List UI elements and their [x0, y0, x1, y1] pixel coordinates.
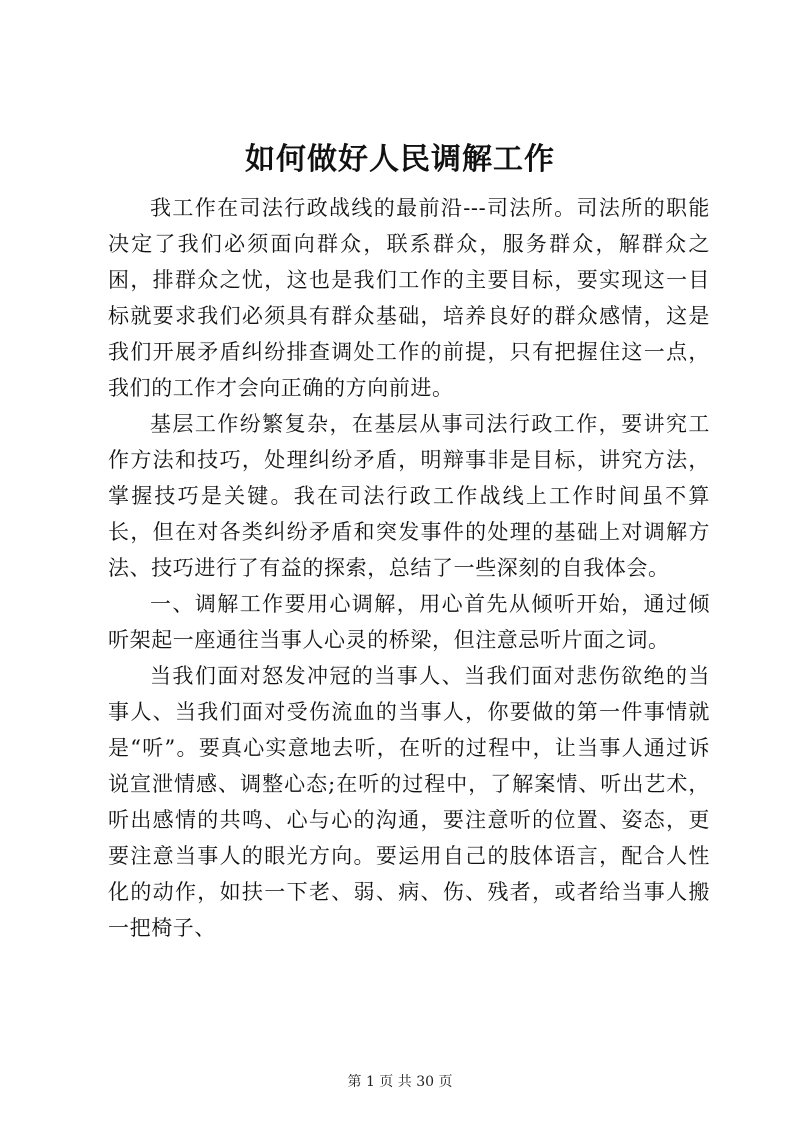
document-title: 如何做好人民调解工作: [245, 142, 555, 177]
paragraph-4: 当我们面对怒发冲冠的当事人、当我们面对悲伤欲绝的当事人、当我们面对受伤流血的当事人，你要做的第一件事情就是“听”。要真心实意地去听，在听的过程中，让当事人通过诉说宣泄情感、调整心态;在听的过程中，了解案情、听出艺术，听出感情的共鸣、心与心的沟通，要注意听的位置、姿态，更要注意当事人的眼光方向。要运用自己的肢体语言，配合人性化的动作，如扶一下老、弱、病、伤、残者，或者给当事人搬一把椅子、: [108, 664, 710, 940]
paragraph-3: 一、调解工作要用心调解，用心首先从倾听开始，通过倾听架起一座通往当事人心灵的桥梁，但注意忌听片面之词。: [108, 592, 710, 652]
document-body: [108, 190, 710, 946]
page-number-footer: 第 1 页 共 30 页: [347, 1074, 453, 1090]
paragraph-1: 我工作在司法行政战线的最前沿---司法所。司法所的职能决定了我们必须面向群众，联系群众，服务群众，解群众之困，排群众之忧，这也是我们工作的主要目标，要实现这一目标就要求我们必须具有群众基础，培养良好的群众感情，这是我们开展矛盾纠纷排查调处工作的前提，只有把握住这一点，我们的工作才会向正确的方向前进。: [108, 196, 710, 400]
paragraph-2: 基层工作纷繁复杂，在基层从事司法行政工作，要讲究工作方法和技巧，处理纠纷矛盾，明辩事非是目标，讲究方法，掌握技巧是关键。我在司法行政工作战线上工作时间虽不算长，但在对各类纠纷矛盾和突发事件的处理的基础上对调解方法、技巧进行了有益的探索，总结了一些深刻的自我体会。: [108, 412, 710, 580]
